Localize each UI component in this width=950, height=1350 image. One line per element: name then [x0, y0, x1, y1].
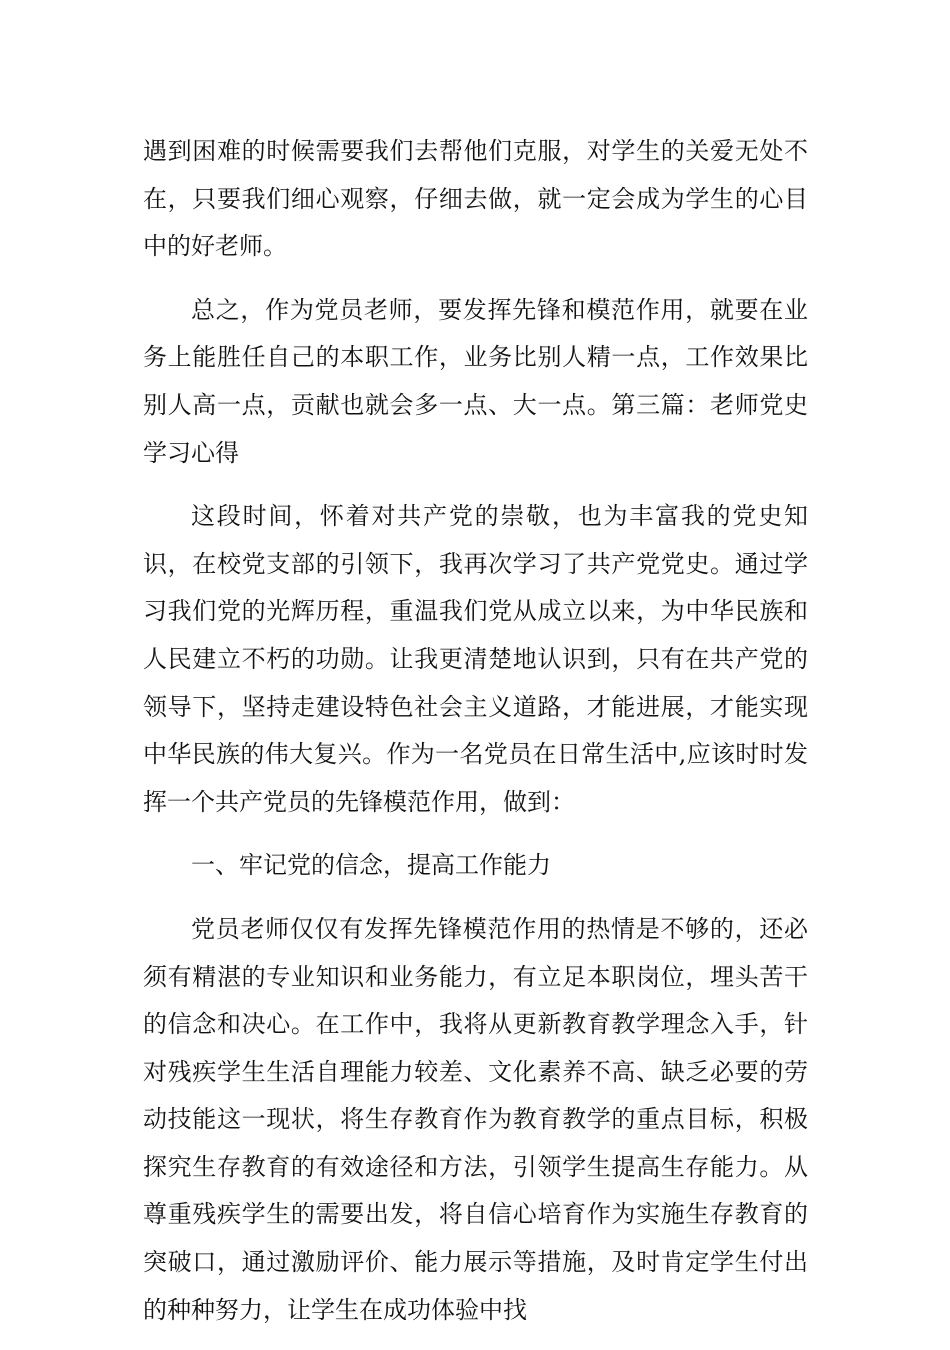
- paragraph-party-history: 这段时间，怀着对共产党的崇敬，也为丰富我的党史知识，在校党支部的引领下，我再次学习了共产党党史。通过学习我们党的光辉历程，重温我们党从成立以来，为中华民族和人民建立不朽的功勋。让我更清楚地认识到，只有在共产党的领导下，坚持走建设特色社会主义道路，才能进展，才能实现中华民族的伟大复兴。作为一名党员在日常生活中,应该时时发挥一个共产党员的先锋模范作用，做到：: [143, 502, 808, 816]
- paragraph-summary: 总之，作为党员老师，要发挥先锋和模范作用，就要在业务上能胜任自己的本职工作，业务比别人精一点，工作效果比别人高一点，贡献也就会多一点、大一点。第三篇：老师党史学习心得: [143, 295, 808, 467]
- paragraph-intro-continuation: 遇到困难的时候需要我们去帮他们克服，对学生的关爱无处不在，只要我们细心观察，仔细去做，就一定会成为学生的心目中的好老师。: [143, 137, 808, 261]
- paragraph-work-ability: 党员老师仅仅有发挥先锋模范作用的热情是不够的，还必须有精湛的专业知识和业务能力，有立足本职岗位，埋头苦干的信念和决心。在工作中，我将从更新教育教学理念入手，针对残疾学生生活自理能力较差、文化素养不高、缺乏必要的劳动技能这一现状，将生存教育作为教育教学的重点目标，积极探究生存教育的有效途径和方法，引领学生提高生存能力。从尊重残疾学生的需要出发，将自信心培育作为实施生存教育的突破口，通过激励评价、能力展示等措施，及时肯定学生付出的种种努力，让学生在成功体验中找: [143, 914, 808, 1324]
- section-heading-1: 一、牢记党的信念，提高工作能力: [191, 851, 551, 880]
- document-body: [143, 128, 808, 1350]
